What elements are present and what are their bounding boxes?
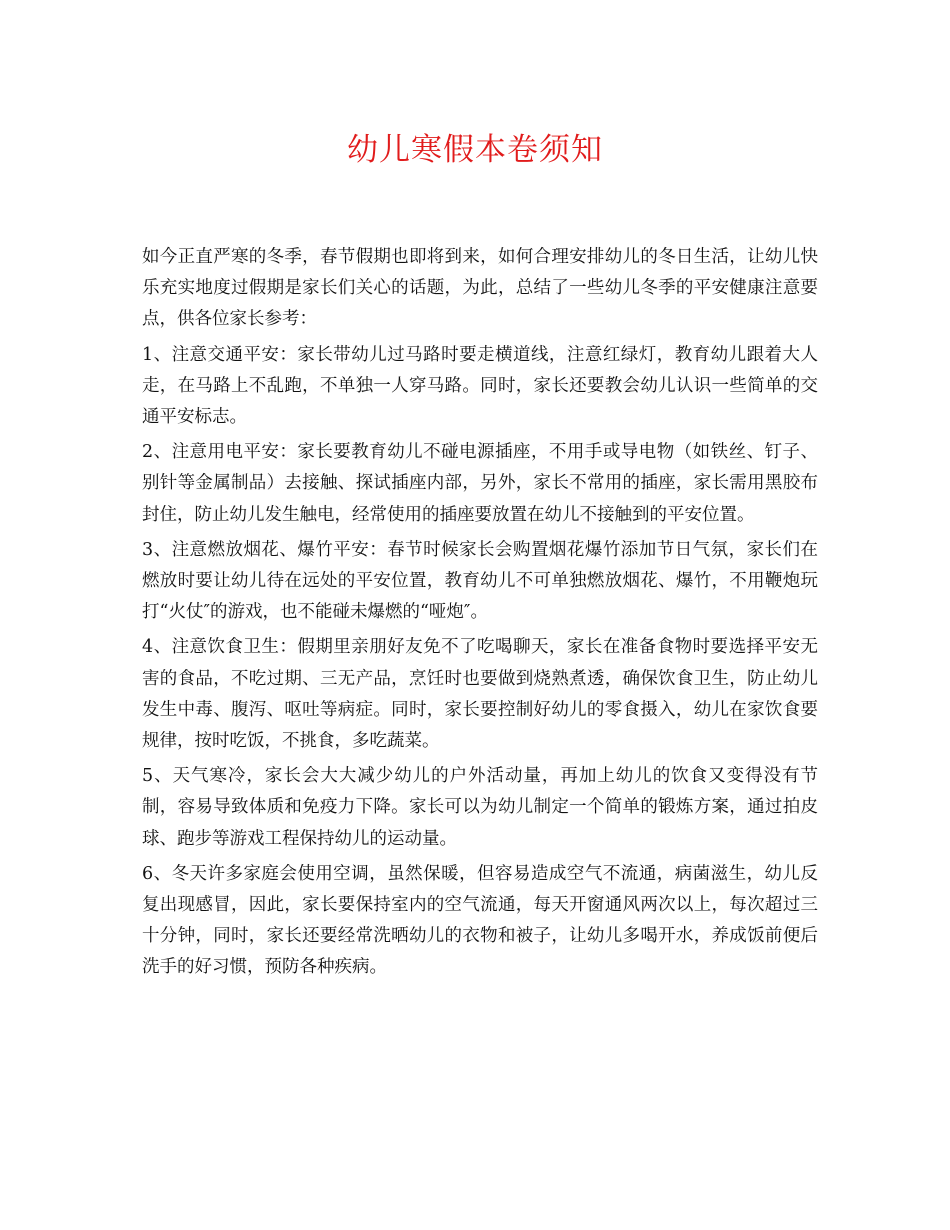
paragraph-food-hygiene: 4、注意饮食卫生：假期里亲朋好友免不了吃喝聊天，家长在准备食物时要选择平安无害的食品，不吃过期、三无产品，烹饪时也要做到烧熟煮透，确保饮食卫生，防止幼儿发生中毒、腹泻、呕吐等病症。同时，家长要控制好幼儿的零食摄入，幼儿在家饮食要规律，按时吃饭，不挑食，多吃蔬菜。 xyxy=(142,637,818,752)
intro-paragraph: 如今正直严寒的冬季，春节假期也即将到来，如何合理安排幼儿的冬日生活，让幼儿快乐充实地度过假期是家长们关心的话题，为此，总结了一些幼儿冬季的平安健康注意要点，供各位家长参考： xyxy=(142,247,818,330)
document-body xyxy=(142,242,818,988)
document-title: 幼儿寒假本卷须知 xyxy=(347,132,603,168)
paragraph-electric-safety: 2、注意用电平安：家长要教育幼儿不碰电源插座，不用手或导电物（如铁丝、钉子、别针等金属制品）去接触、探试插座内部，另外，家长不常用的插座，家长需用黑胶布封住，防止幼儿发生触电，经常使用的插座要放置在幼儿不接触到的平安位置。 xyxy=(142,442,818,525)
paragraph-ventilation: 6、冬天许多家庭会使用空调，虽然保暖，但容易造成空气不流通，病菌滋生，幼儿反复出现感冒，因此，家长要保持室内的空气流通，每天开窗通风两次以上，每次超过三十分钟，同时，家长还要经常洗晒幼儿的衣物和被子，让幼儿多喝开水，养成饭前便后洗手的好习惯，预防各种疾病。 xyxy=(142,863,818,978)
paragraph-firework-safety: 3、注意燃放烟花、爆竹平安：春节时候家长会购置烟花爆竹添加节日气氛，家长们在燃放时要让幼儿待在远处的平安位置，教育幼儿不可单独燃放烟花、爆竹，不用鞭炮玩打“火仗″的游戏，也不能碰未爆燃的“哑炮″。 xyxy=(142,539,818,623)
paragraph-exercise: 5、天气寒冷，家长会大大减少幼儿的户外活动量，再加上幼儿的饮食又变得没有节制，容易导致体质和免疫力下降。家长可以为幼儿制定一个简单的锻炼方案，通过拍皮球、跑步等游戏工程保持幼儿的运动量。 xyxy=(142,766,818,849)
paragraph-traffic-safety: 1、注意交通平安：家长带幼儿过马路时要走横道线，注意红绿灯，教育幼儿跟着大人走，在马路上不乱跑，不单独一人穿马路。同时，家长还要教会幼儿认识一些简单的交通平安标志。 xyxy=(142,344,818,428)
